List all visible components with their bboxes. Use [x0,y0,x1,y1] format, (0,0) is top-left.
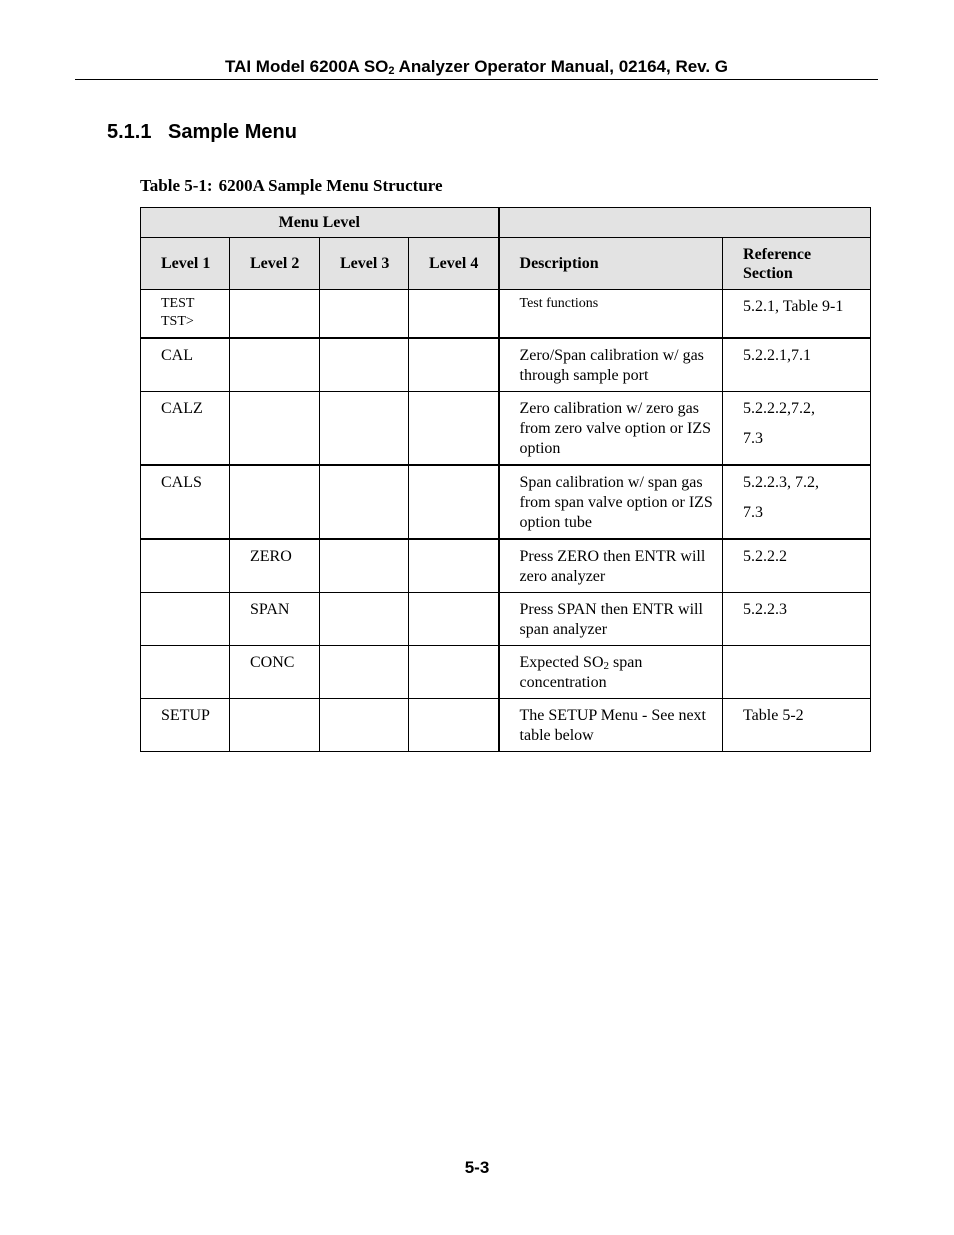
cell-description: Test functions [499,290,723,338]
description-subscript: 2 [603,659,609,672]
table-caption-label: Table 5-1: [140,176,213,195]
column-header-level-2: Level 2 [230,238,320,290]
cell-level-2 [230,391,320,465]
cell-reference [723,645,871,698]
reference-line: 5.2.2.3, 7.2, [743,473,820,491]
cell-level-4 [409,698,499,751]
cell-level-4 [409,391,499,465]
cell-level-4 [409,290,499,338]
table-group-header-row [141,208,871,238]
cell-level-2 [230,290,320,338]
column-header-level-1: Level 1 [141,238,230,290]
cell-description: Zero calibration w/ zero gas from zero valve option or IZS option [499,391,723,465]
cell-description [499,645,723,698]
cell-line: TEST [161,296,195,311]
cell-description: The SETUP Menu - See next table below [499,698,723,751]
table-row [141,338,871,392]
table-row [141,645,871,698]
cell-reference: Table 5-2 [723,698,871,751]
column-header-reference [723,238,871,290]
cell-level-2: ZERO [230,539,320,593]
cell-description: Zero/Span calibration w/ gas through sample port [499,338,723,392]
reference-header-line: Section [743,264,793,282]
cell-level-1 [141,645,230,698]
cell-reference [723,465,871,539]
reference-line: 7.3 [743,503,764,521]
table-row [141,290,871,338]
cell-level-3 [320,645,409,698]
column-header-level-4: Level 4 [409,238,499,290]
table-caption [140,176,443,196]
reference-header-line: Reference [743,245,812,263]
cell-reference: 5.2.2.1,7.1 [723,338,871,392]
cell-level-1: CALS [141,465,230,539]
cell-level-2 [230,698,320,751]
cell-reference: 5.2.2.3 [723,592,871,645]
cell-level-1 [141,592,230,645]
description-part: Expected SO [519,653,604,671]
table-column-header-row [141,238,871,290]
cell-level-4 [409,539,499,593]
section-heading [107,121,297,144]
column-header-level-3: Level 3 [320,238,409,290]
cell-level-3 [320,698,409,751]
cell-level-2: CONC [230,645,320,698]
cell-level-4 [409,592,499,645]
column-header-description: Description [499,238,723,290]
header-subscript: 2 [388,65,395,77]
cell-level-3 [320,465,409,539]
description-part: span concentration [519,653,643,691]
cell-level-1: CAL [141,338,230,392]
table-row [141,592,871,645]
section-number: 5.1.1 [107,121,152,143]
header-title-part: Analyzer Operator Manual, 02164, Rev. G [394,57,729,76]
section-title: Sample Menu [168,121,297,143]
cell-level-3 [320,290,409,338]
cell-line: TST> [161,314,194,329]
menu-level-header: Menu Level [141,208,499,238]
cell-level-4 [409,645,499,698]
cell-level-4 [409,338,499,392]
running-header [75,57,878,80]
cell-reference: 5.2.1, Table 9-1 [723,290,871,338]
table-caption-title: 6200A Sample Menu Structure [218,176,443,195]
reference-line: 7.3 [743,429,764,447]
cell-level-1 [141,290,230,338]
cell-reference [723,391,871,465]
page-number: 5-3 [464,1158,490,1177]
cell-level-2 [230,338,320,392]
cell-level-2 [230,465,320,539]
cell-level-3 [320,539,409,593]
cell-level-3 [320,338,409,392]
table-row [141,391,871,465]
cell-description: Press SPAN then ENTR will span analyzer [499,592,723,645]
sample-menu-table [140,207,871,752]
table-row [141,465,871,539]
cell-reference: 5.2.2.2 [723,539,871,593]
cell-level-3 [320,592,409,645]
cell-level-2: SPAN [230,592,320,645]
cell-description: Press ZERO then ENTR will zero analyzer [499,539,723,593]
cell-level-1 [141,539,230,593]
cell-level-4 [409,465,499,539]
empty-header-cell [499,208,871,238]
reference-line: 5.2.2.2,7.2, [743,399,816,417]
table-row [141,698,871,751]
table-row [141,539,871,593]
cell-level-1: SETUP [141,698,230,751]
header-title-part: TAI Model 6200A SO [224,57,389,76]
cell-level-1: CALZ [141,391,230,465]
cell-description: Span calibration w/ span gas from span valve option or IZS option tube [499,465,723,539]
cell-level-3 [320,391,409,465]
